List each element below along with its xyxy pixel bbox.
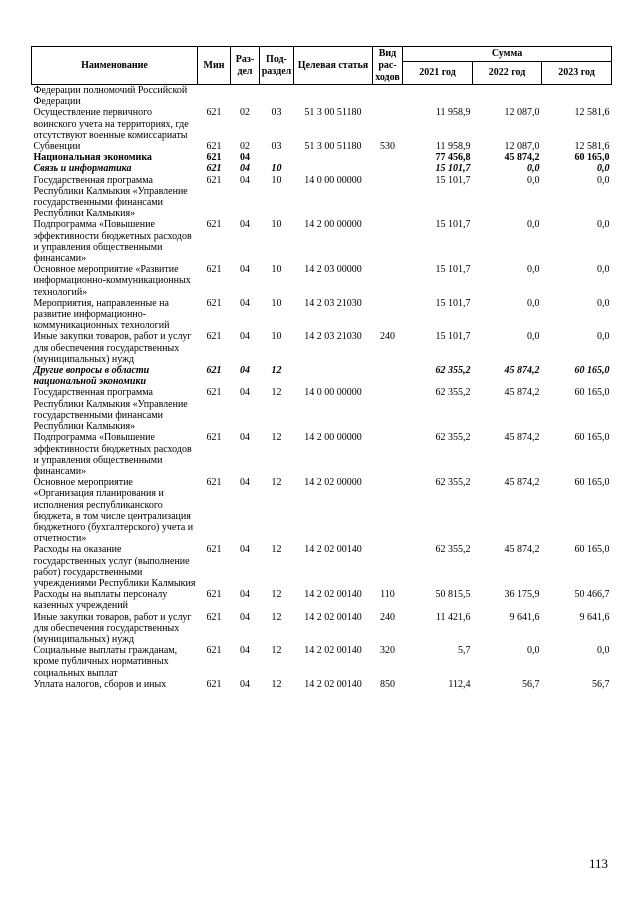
cell-min: 621 xyxy=(206,141,222,153)
cell-name: Государственная программа Республики Калмыкия «Управление государственными финансами Республики Калмыкия» xyxy=(33,174,188,220)
cell-expense-type xyxy=(373,219,403,264)
cell-sum-2022: 36 175,9 xyxy=(504,589,540,601)
cell-podrazdel xyxy=(260,85,294,108)
cell-expense-type xyxy=(373,544,403,589)
header-sum: Сумма xyxy=(403,47,612,62)
header-name: Наименование xyxy=(32,47,198,85)
table-row xyxy=(32,432,612,477)
cell-podrazdel: 03 xyxy=(271,141,282,153)
cell-razdel: 04 xyxy=(240,365,250,377)
cell-name: Связь и информатика xyxy=(33,163,132,175)
cell-podrazdel: 10 xyxy=(271,163,282,175)
cell-sum-2022: 0,0 xyxy=(527,219,540,231)
cell-target-article: 14 2 02 00140 xyxy=(304,589,362,601)
cell-sum-2023: 0,0 xyxy=(597,219,610,231)
table-row xyxy=(32,152,612,163)
cell-sum-2021: 77 456,8 xyxy=(435,152,471,164)
cell-sum-2023: 50 466,7 xyxy=(574,589,610,601)
budget-table xyxy=(31,46,612,690)
cell-sum-2023: 0,0 xyxy=(597,174,610,186)
cell-podrazdel xyxy=(260,152,294,163)
cell-target-article: 51 3 00 51180 xyxy=(304,141,362,153)
table-row xyxy=(32,544,612,589)
cell-name: Расходы на выплаты персоналу казенных учреждений xyxy=(33,589,168,612)
cell-sum-2023: 0,0 xyxy=(597,645,610,657)
cell-target-article: 14 2 02 00140 xyxy=(304,611,362,623)
cell-razdel: 04 xyxy=(240,432,250,444)
cell-sum-2022: 45 874,2 xyxy=(504,152,540,164)
cell-expense-type: 530 xyxy=(380,141,395,153)
cell-min: 621 xyxy=(206,297,222,309)
cell-podrazdel: 12 xyxy=(271,611,282,623)
cell-expense-type xyxy=(373,365,403,387)
cell-razdel: 04 xyxy=(240,387,250,399)
table-row xyxy=(32,365,612,387)
cell-target-article: 14 2 00 00000 xyxy=(304,432,362,444)
header-year-2021: 2021 год xyxy=(403,62,473,85)
cell-razdel: 04 xyxy=(240,544,250,556)
cell-sum-2021 xyxy=(403,85,473,108)
cell-name: Национальная экономика xyxy=(33,152,152,164)
header-razdel: Раз-дел xyxy=(231,47,260,85)
cell-razdel: 04 xyxy=(240,152,250,164)
cell-min: 621 xyxy=(206,387,222,399)
table-body xyxy=(32,85,612,690)
cell-name: Осуществление первичного воинского учета на территориях, где отсутствуют военные комиссариаты xyxy=(33,107,189,141)
cell-sum-2021: 112,4 xyxy=(448,678,471,690)
table-row xyxy=(32,298,612,332)
cell-sum-2023 xyxy=(542,85,612,108)
cell-expense-type xyxy=(373,85,403,108)
cell-sum-2022: 0,0 xyxy=(527,331,540,343)
cell-podrazdel: 12 xyxy=(271,678,282,690)
header-min: Мин xyxy=(198,47,231,85)
cell-sum-2022: 56,7 xyxy=(522,678,540,690)
cell-sum-2023: 56,7 xyxy=(592,678,610,690)
cell-sum-2021: 62 355,2 xyxy=(435,477,471,489)
table-row xyxy=(32,331,612,365)
cell-expense-type: 110 xyxy=(380,589,395,601)
cell-razdel: 04 xyxy=(240,331,250,343)
cell-sum-2022: 45 874,2 xyxy=(504,365,540,377)
cell-podrazdel: 12 xyxy=(271,365,282,377)
cell-expense-type xyxy=(373,432,403,477)
cell-podrazdel: 10 xyxy=(271,219,282,231)
cell-sum-2023: 0,0 xyxy=(597,264,610,276)
cell-target-article xyxy=(294,152,373,163)
cell-sum-2021: 62 355,2 xyxy=(435,432,471,444)
cell-sum-2022: 0,0 xyxy=(527,645,540,657)
cell-razdel: 04 xyxy=(240,678,250,690)
cell-sum-2022: 45 874,2 xyxy=(504,477,540,489)
cell-sum-2023: 60 165,0 xyxy=(574,365,610,377)
cell-sum-2022: 45 874,2 xyxy=(504,544,540,556)
cell-target-article: 14 0 00 00000 xyxy=(304,174,362,186)
cell-razdel: 04 xyxy=(240,589,250,601)
cell-sum-2022: 0,0 xyxy=(527,264,540,276)
cell-target-article: 14 2 03 00000 xyxy=(304,264,362,276)
cell-razdel: 02 xyxy=(240,107,250,119)
cell-target-article: 14 2 02 00140 xyxy=(304,678,362,690)
cell-min: 621 xyxy=(206,219,222,231)
table-row xyxy=(32,645,612,679)
header-year-2022: 2022 год xyxy=(473,62,542,85)
cell-name: Государственная программа Республики Калмыкия «Управление государственными финансами Республики Калмыкия» xyxy=(33,387,188,433)
cell-min: 621 xyxy=(206,477,222,489)
table-row xyxy=(32,85,612,108)
cell-sum-2022 xyxy=(473,85,542,108)
cell-sum-2021: 62 355,2 xyxy=(435,365,471,377)
cell-target-article: 14 2 02 00140 xyxy=(304,645,362,657)
cell-sum-2023: 60 165,0 xyxy=(574,432,610,444)
cell-min: 621 xyxy=(206,174,222,186)
table-row xyxy=(32,219,612,264)
cell-expense-type: 850 xyxy=(380,678,395,690)
cell-razdel: 04 xyxy=(240,163,250,175)
cell-razdel: 04 xyxy=(240,611,250,623)
cell-name: Основное мероприятие «Организация планирования и исполнения республиканского бюджета, в том числе централизация бюджетного (бухгалтерского) учета и отчетности» xyxy=(33,477,194,545)
cell-razdel: 04 xyxy=(240,174,250,186)
table-row xyxy=(32,141,612,152)
page-number: 113 xyxy=(588,856,608,871)
cell-sum-2021: 11 958,9 xyxy=(435,107,471,119)
cell-sum-2021: 15 101,7 xyxy=(435,219,471,231)
cell-expense-type: 240 xyxy=(380,331,395,343)
cell-sum-2023: 60 165,0 xyxy=(574,544,610,556)
cell-podrazdel: 10 xyxy=(271,264,282,276)
table-header xyxy=(32,47,612,85)
cell-sum-2021: 15 101,7 xyxy=(435,331,471,343)
cell-sum-2021: 62 355,2 xyxy=(435,387,471,399)
cell-target-article: 14 2 00 00000 xyxy=(304,219,362,231)
table-row xyxy=(32,387,612,432)
cell-podrazdel: 10 xyxy=(271,174,282,186)
cell-sum-2022: 12 087,0 xyxy=(504,141,540,153)
cell-min: 621 xyxy=(206,107,222,119)
cell-sum-2022: 9 641,6 xyxy=(509,611,540,623)
header-year-2023: 2023 год xyxy=(542,62,612,85)
cell-sum-2023: 0,0 xyxy=(597,163,610,175)
cell-min xyxy=(198,85,231,108)
cell-sum-2022: 0,0 xyxy=(527,174,540,186)
cell-name: Иные закупки товаров, работ и услуг для обеспечения государственных (муниципальных) нужд xyxy=(33,331,192,365)
cell-sum-2022: 45 874,2 xyxy=(504,432,540,444)
cell-target-article: 14 2 02 00000 xyxy=(304,477,362,489)
cell-min: 621 xyxy=(206,589,222,601)
cell-sum-2023: 60 165,0 xyxy=(574,477,610,489)
cell-sum-2021: 11 958,9 xyxy=(435,141,471,153)
cell-sum-2023: 9 641,6 xyxy=(579,611,610,623)
cell-name: Уплата налогов, сборов и иных xyxy=(33,678,167,690)
cell-sum-2021: 15 101,7 xyxy=(435,163,471,175)
cell-razdel: 04 xyxy=(240,297,250,309)
cell-name: Субвенции xyxy=(33,141,81,153)
cell-min: 621 xyxy=(206,645,222,657)
table-row xyxy=(32,589,612,611)
cell-min: 621 xyxy=(206,432,222,444)
cell-expense-type xyxy=(373,175,403,220)
cell-sum-2021: 50 815,5 xyxy=(435,589,471,601)
cell-podrazdel: 12 xyxy=(271,589,282,601)
cell-min: 621 xyxy=(206,264,222,276)
cell-razdel: 02 xyxy=(240,141,250,153)
cell-min: 621 xyxy=(206,544,222,556)
cell-podrazdel: 10 xyxy=(271,331,282,343)
cell-razdel xyxy=(231,85,260,108)
cell-expense-type: 320 xyxy=(380,645,395,657)
cell-min: 621 xyxy=(206,611,222,623)
cell-sum-2022: 12 087,0 xyxy=(504,107,540,119)
header-podrazdel: Под-раздел xyxy=(260,47,294,85)
cell-target-article: 14 2 02 00140 xyxy=(304,544,362,556)
cell-target-article: 14 2 03 21030 xyxy=(304,331,362,343)
cell-podrazdel: 12 xyxy=(271,432,282,444)
cell-name: Мероприятия, направленные на развитие информационно-коммуникационных технологий xyxy=(33,297,170,332)
cell-podrazdel: 12 xyxy=(271,645,282,657)
cell-expense-type xyxy=(373,152,403,163)
cell-target-article: 14 0 00 00000 xyxy=(304,387,362,399)
cell-razdel: 04 xyxy=(240,645,250,657)
cell-sum-2021: 15 101,7 xyxy=(435,174,471,186)
cell-podrazdel: 10 xyxy=(271,297,282,309)
table-row xyxy=(32,175,612,220)
cell-podrazdel: 12 xyxy=(271,477,282,489)
cell-name: Расходы на оказание государственных услуг (выполнение работ) государственными учреждениями Республики Калмыкия xyxy=(33,544,196,589)
cell-expense-type xyxy=(373,298,403,332)
cell-target-article: 14 2 03 21030 xyxy=(304,297,362,309)
cell-sum-2021: 11 421,6 xyxy=(435,611,471,623)
cell-podrazdel: 12 xyxy=(271,387,282,399)
table-row xyxy=(32,264,612,298)
table-row xyxy=(32,107,612,141)
cell-sum-2023: 0,0 xyxy=(597,297,610,309)
cell-sum-2022: 0,0 xyxy=(527,297,540,309)
cell-sum-2023: 0,0 xyxy=(597,331,610,343)
cell-sum-2023: 60 165,0 xyxy=(574,152,610,164)
cell-expense-type xyxy=(373,477,403,544)
cell-razdel: 04 xyxy=(240,219,250,231)
cell-name: Иные закупки товаров, работ и услуг для обеспечения государственных (муниципальных) нужд xyxy=(33,611,192,645)
cell-name: Подпрограмма «Повышение эффективности бюджетных расходов и управления общественными финансами» xyxy=(33,219,192,265)
cell-target-article: 51 3 00 51180 xyxy=(304,107,362,119)
header-expense-type: Вид рас-ходов xyxy=(373,47,403,85)
cell-sum-2021: 5,7 xyxy=(458,645,471,657)
cell-sum-2021: 15 101,7 xyxy=(435,264,471,276)
cell-sum-2023: 12 581,6 xyxy=(574,107,610,119)
cell-name: Федерации полномочий Российской Федерации xyxy=(33,85,188,108)
cell-name: Другие вопросы в области национальной экономики xyxy=(33,365,150,388)
cell-min: 621 xyxy=(206,331,222,343)
cell-sum-2021: 62 355,2 xyxy=(435,544,471,556)
cell-podrazdel: 12 xyxy=(271,544,282,556)
table-row xyxy=(32,679,612,690)
cell-sum-2023: 12 581,6 xyxy=(574,141,610,153)
cell-target-article xyxy=(294,365,373,387)
table-row xyxy=(32,477,612,544)
cell-name: Основное мероприятие «Развитие информационно-коммуникационных технологий» xyxy=(33,264,191,298)
cell-sum-2023: 60 165,0 xyxy=(574,387,610,399)
cell-min: 621 xyxy=(206,678,222,690)
cell-target-article xyxy=(294,85,373,108)
cell-razdel: 04 xyxy=(240,264,250,276)
cell-sum-2022: 0,0 xyxy=(527,163,540,175)
cell-sum-2022: 45 874,2 xyxy=(504,387,540,399)
cell-min: 621 xyxy=(206,163,222,175)
cell-target-article xyxy=(294,163,373,174)
cell-name: Социальные выплаты гражданам, кроме публичных нормативных социальных выплат xyxy=(33,645,178,679)
table-row xyxy=(32,612,612,646)
cell-sum-2021: 15 101,7 xyxy=(435,297,471,309)
cell-podrazdel: 03 xyxy=(271,107,282,119)
cell-expense-type xyxy=(373,107,403,141)
cell-expense-type xyxy=(373,387,403,432)
table-row xyxy=(32,163,612,174)
cell-expense-type xyxy=(373,264,403,298)
cell-min: 621 xyxy=(206,365,222,377)
cell-expense-type: 240 xyxy=(380,611,395,623)
cell-razdel: 04 xyxy=(240,477,250,489)
header-target-article: Целевая статья xyxy=(294,47,373,85)
cell-min: 621 xyxy=(206,152,222,164)
cell-expense-type xyxy=(373,163,403,174)
cell-name: Подпрограмма «Повышение эффективности бюджетных расходов и управления общественными финансами» xyxy=(33,432,192,477)
